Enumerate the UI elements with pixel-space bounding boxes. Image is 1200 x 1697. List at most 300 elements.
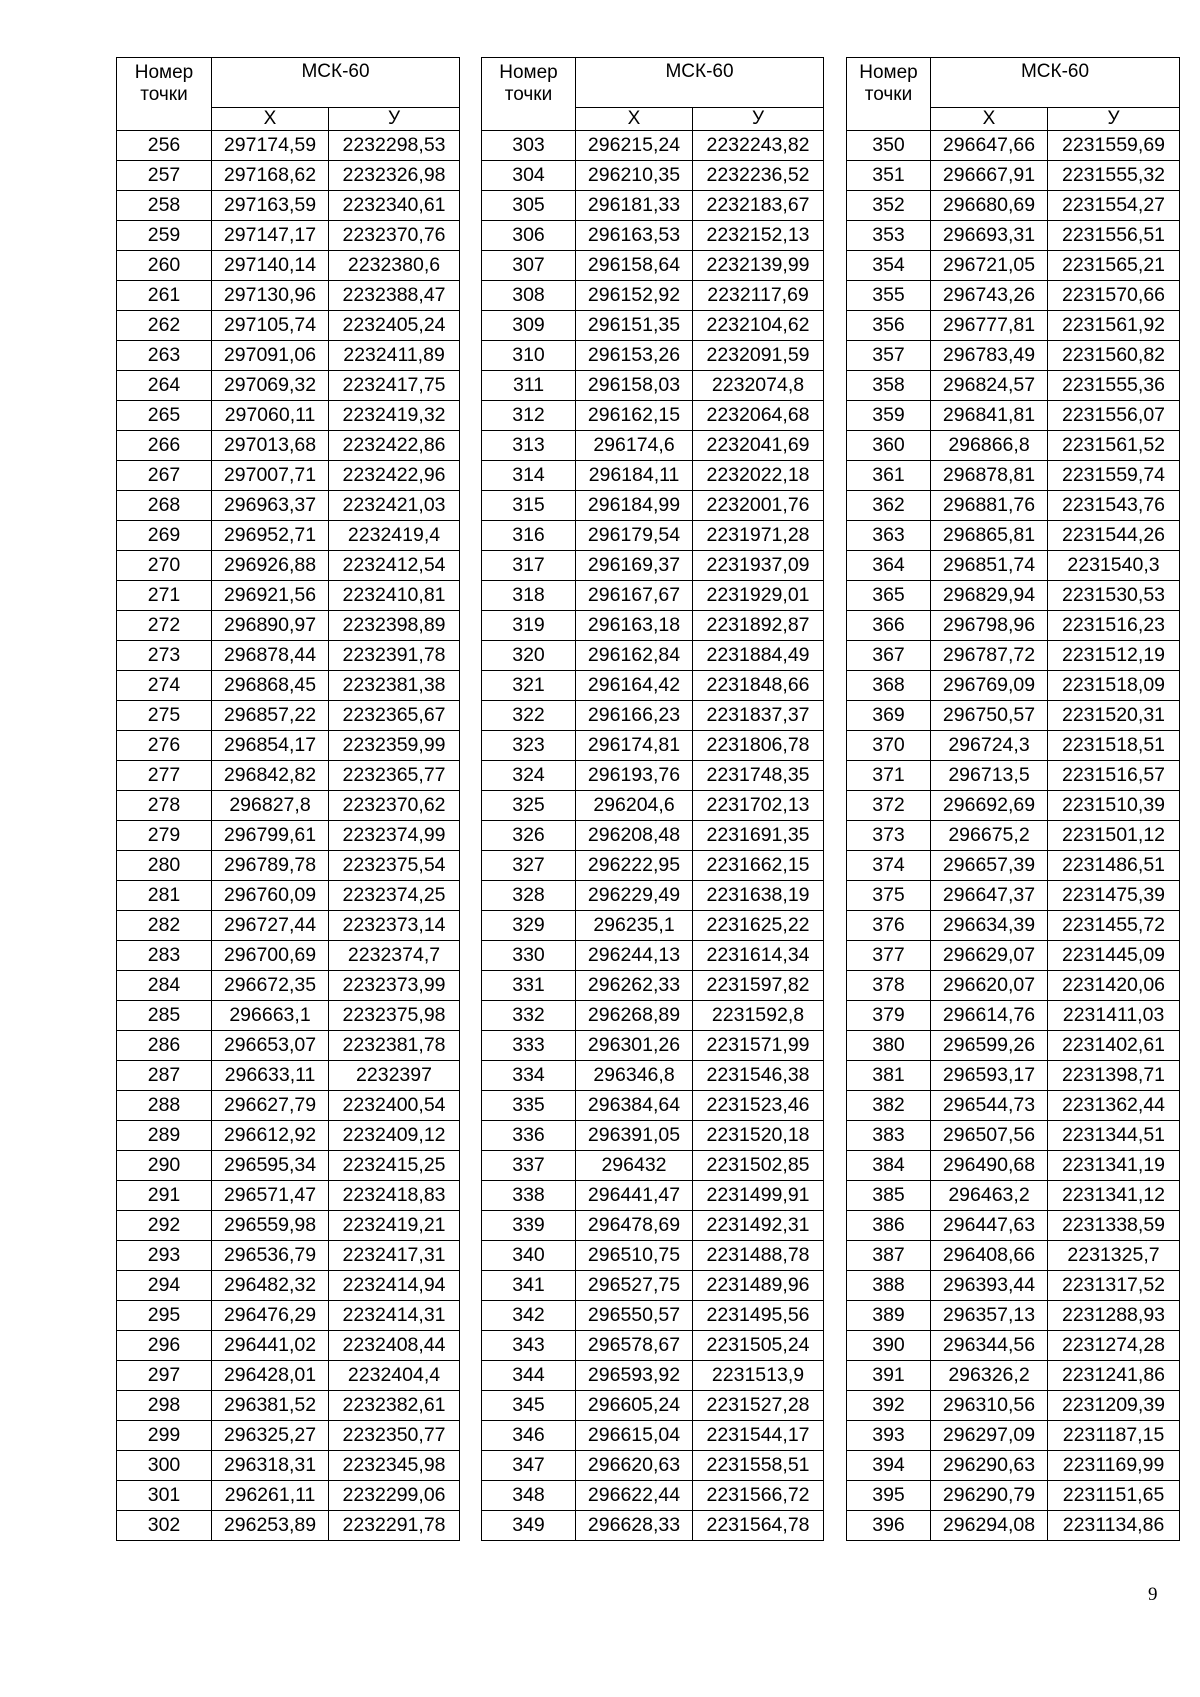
page-number: 9: [1148, 1584, 1158, 1605]
coordinates-table-1: [116, 57, 460, 1541]
table-row: [847, 1181, 1180, 1211]
y-cell: 2232374,99: [329, 821, 460, 851]
x-cell: 296482,32: [212, 1271, 329, 1301]
x-cell: 297130,96: [212, 281, 329, 311]
table-row: [117, 581, 460, 611]
x-cell: 296476,29: [212, 1301, 329, 1331]
y-cell: 2231338,59: [1048, 1211, 1180, 1241]
y-cell: 2231488,78: [693, 1241, 824, 1271]
y-cell: 2232404,4: [329, 1361, 460, 1391]
point-number-cell: 318: [482, 581, 576, 611]
x-cell: 296441,47: [576, 1181, 693, 1211]
table-row: [847, 1031, 1180, 1061]
table-row: [847, 1511, 1180, 1541]
point-number-cell: 258: [117, 191, 212, 221]
coord-system-header: МСК-60: [576, 58, 824, 108]
y-cell: 2231516,57: [1048, 761, 1180, 791]
y-cell: 2232365,77: [329, 761, 460, 791]
table-row: [847, 1361, 1180, 1391]
point-number-cell: 323: [482, 731, 576, 761]
y-cell: 2232400,54: [329, 1091, 460, 1121]
point-number-header-line1: Номер: [134, 62, 194, 83]
y-cell: 2231445,09: [1048, 941, 1180, 971]
x-cell: 296605,24: [576, 1391, 693, 1421]
y-cell: 2232415,25: [329, 1151, 460, 1181]
table-row: [117, 251, 460, 281]
x-cell: 296727,44: [212, 911, 329, 941]
x-cell: 296153,26: [576, 341, 693, 371]
x-cell: 296357,13: [931, 1301, 1048, 1331]
point-number-cell: 380: [847, 1031, 931, 1061]
table-row: [482, 1391, 824, 1421]
table-row: [847, 281, 1180, 311]
table-row: [482, 881, 824, 911]
x-cell: 296318,31: [212, 1451, 329, 1481]
point-number-cell: 270: [117, 551, 212, 581]
table-row: [482, 851, 824, 881]
y-cell: 2231937,09: [693, 551, 824, 581]
point-number-cell: 363: [847, 521, 931, 551]
x-cell: 296612,92: [212, 1121, 329, 1151]
y-cell: 2231638,19: [693, 881, 824, 911]
y-cell: 2232381,38: [329, 671, 460, 701]
y-cell: 2231848,66: [693, 671, 824, 701]
y-cell: 2231691,35: [693, 821, 824, 851]
y-cell: 2231559,69: [1048, 131, 1180, 161]
y-cell: 2231558,51: [693, 1451, 824, 1481]
point-number-cell: 352: [847, 191, 931, 221]
point-number-cell: 393: [847, 1421, 931, 1451]
point-number-cell: 344: [482, 1361, 576, 1391]
y-cell: 2231501,12: [1048, 821, 1180, 851]
x-cell: 297091,06: [212, 341, 329, 371]
point-number-cell: 286: [117, 1031, 212, 1061]
table-row: [482, 1481, 824, 1511]
point-number-cell: 366: [847, 611, 931, 641]
point-number-cell: 298: [117, 1391, 212, 1421]
y-cell: 2231499,91: [693, 1181, 824, 1211]
point-number-cell: 379: [847, 1001, 931, 1031]
point-number-cell: 345: [482, 1391, 576, 1421]
table-row: [482, 671, 824, 701]
point-number-cell: 394: [847, 1451, 931, 1481]
table-row: [117, 1001, 460, 1031]
y-cell: 2231837,37: [693, 701, 824, 731]
point-number-cell: 358: [847, 371, 931, 401]
table-row: [117, 431, 460, 461]
y-cell: 2231344,51: [1048, 1121, 1180, 1151]
point-number-cell: 288: [117, 1091, 212, 1121]
y-cell: 2231597,82: [693, 971, 824, 1001]
table-row: [117, 761, 460, 791]
x-cell: 297168,62: [212, 161, 329, 191]
table-row: [482, 641, 824, 671]
x-cell: 296297,09: [931, 1421, 1048, 1451]
x-column-header: Х: [931, 108, 1048, 131]
x-cell: 296667,91: [931, 161, 1048, 191]
table-row: [117, 1271, 460, 1301]
y-cell: 2231495,56: [693, 1301, 824, 1331]
y-cell: 2231151,65: [1048, 1481, 1180, 1511]
table-row: [482, 1271, 824, 1301]
table-row: [482, 521, 824, 551]
point-number-header-line2: точки: [504, 84, 553, 105]
table-row: [482, 1121, 824, 1151]
x-cell: 296829,94: [931, 581, 1048, 611]
table-row: [847, 401, 1180, 431]
table-row: [117, 1421, 460, 1451]
point-number-cell: 360: [847, 431, 931, 461]
table-row: [847, 191, 1180, 221]
point-number-cell: 335: [482, 1091, 576, 1121]
point-number-cell: 293: [117, 1241, 212, 1271]
table-row: [847, 1121, 1180, 1151]
y-cell: 2232074,8: [693, 371, 824, 401]
y-cell: 2232091,59: [693, 341, 824, 371]
point-number-cell: 382: [847, 1091, 931, 1121]
point-number-cell: 311: [482, 371, 576, 401]
y-cell: 2232421,03: [329, 491, 460, 521]
y-cell: 2231556,51: [1048, 221, 1180, 251]
x-cell: 296432: [576, 1151, 693, 1181]
table-row: [482, 701, 824, 731]
x-cell: 296391,05: [576, 1121, 693, 1151]
table-row: [847, 671, 1180, 701]
point-number-cell: 386: [847, 1211, 931, 1241]
y-cell: 2231492,31: [693, 1211, 824, 1241]
y-cell: 2232064,68: [693, 401, 824, 431]
point-number-cell: 266: [117, 431, 212, 461]
x-cell: 296478,69: [576, 1211, 693, 1241]
point-number-cell: 336: [482, 1121, 576, 1151]
point-number-cell: 282: [117, 911, 212, 941]
table-row: [482, 1361, 824, 1391]
point-number-cell: 287: [117, 1061, 212, 1091]
x-cell: 296262,33: [576, 971, 693, 1001]
point-number-cell: 291: [117, 1181, 212, 1211]
table-row: [847, 911, 1180, 941]
x-cell: 296777,81: [931, 311, 1048, 341]
x-cell: 296384,64: [576, 1091, 693, 1121]
y-cell: 2231362,44: [1048, 1091, 1180, 1121]
point-number-header-line2: точки: [864, 84, 913, 105]
y-cell: 2231486,51: [1048, 851, 1180, 881]
x-cell: 296675,2: [931, 821, 1048, 851]
y-cell: 2232374,7: [329, 941, 460, 971]
x-cell: 296680,69: [931, 191, 1048, 221]
y-cell: 2231520,18: [693, 1121, 824, 1151]
x-cell: 296507,56: [931, 1121, 1048, 1151]
point-number-cell: 276: [117, 731, 212, 761]
x-cell: 297140,14: [212, 251, 329, 281]
point-number-cell: 260: [117, 251, 212, 281]
point-number-cell: 354: [847, 251, 931, 281]
table-row: [482, 431, 824, 461]
table-row: [117, 611, 460, 641]
point-number-cell: 316: [482, 521, 576, 551]
y-cell: 2232381,78: [329, 1031, 460, 1061]
y-cell: 2231929,01: [693, 581, 824, 611]
x-cell: 296769,09: [931, 671, 1048, 701]
table-row: [482, 401, 824, 431]
y-cell: 2232370,62: [329, 791, 460, 821]
y-cell: 2232409,12: [329, 1121, 460, 1151]
y-column-header: У: [693, 108, 824, 131]
x-cell: 296854,17: [212, 731, 329, 761]
x-cell: 296593,17: [931, 1061, 1048, 1091]
table-row: [117, 461, 460, 491]
y-cell: 2232408,44: [329, 1331, 460, 1361]
point-number-cell: 268: [117, 491, 212, 521]
point-number-cell: 312: [482, 401, 576, 431]
table-row: [847, 521, 1180, 551]
table-row: [847, 581, 1180, 611]
point-number-cell: 295: [117, 1301, 212, 1331]
table-row: [482, 191, 824, 221]
table-row: [482, 491, 824, 521]
point-number-cell: 346: [482, 1421, 576, 1451]
table-row: [847, 1271, 1180, 1301]
point-number-cell: 362: [847, 491, 931, 521]
point-number-cell: 369: [847, 701, 931, 731]
table-row: [482, 581, 824, 611]
table-row: [847, 341, 1180, 371]
y-cell: 2232414,94: [329, 1271, 460, 1301]
point-number-cell: 289: [117, 1121, 212, 1151]
coordinates-table-3: [846, 57, 1180, 1541]
point-number-cell: 364: [847, 551, 931, 581]
y-cell: 2231455,72: [1048, 911, 1180, 941]
y-cell: 2231530,53: [1048, 581, 1180, 611]
y-cell: 2232022,18: [693, 461, 824, 491]
x-cell: 296253,89: [212, 1511, 329, 1541]
x-cell: 296620,07: [931, 971, 1048, 1001]
x-cell: 296629,07: [931, 941, 1048, 971]
table-row: [847, 1211, 1180, 1241]
point-number-cell: 313: [482, 431, 576, 461]
point-number-header: [847, 58, 931, 131]
point-number-cell: 290: [117, 1151, 212, 1181]
point-number-cell: 387: [847, 1241, 931, 1271]
point-number-cell: 348: [482, 1481, 576, 1511]
point-number-header: [482, 58, 576, 131]
y-cell: 2231884,49: [693, 641, 824, 671]
table-row: [847, 821, 1180, 851]
y-cell: 2232422,96: [329, 461, 460, 491]
x-cell: 296326,2: [931, 1361, 1048, 1391]
table-row: [117, 371, 460, 401]
table-row: [482, 341, 824, 371]
x-cell: 297105,74: [212, 311, 329, 341]
y-cell: 2232412,54: [329, 551, 460, 581]
table-row: [482, 1031, 824, 1061]
y-cell: 2231288,93: [1048, 1301, 1180, 1331]
point-number-header: [117, 58, 212, 131]
y-cell: 2231513,9: [693, 1361, 824, 1391]
x-cell: 296743,26: [931, 281, 1048, 311]
x-cell: 296463,2: [931, 1181, 1048, 1211]
point-number-cell: 334: [482, 1061, 576, 1091]
point-number-cell: 391: [847, 1361, 931, 1391]
x-cell: 296222,95: [576, 851, 693, 881]
x-cell: 296657,39: [931, 851, 1048, 881]
point-number-cell: 376: [847, 911, 931, 941]
table-row: [847, 611, 1180, 641]
x-cell: 296169,37: [576, 551, 693, 581]
point-number-cell: 343: [482, 1331, 576, 1361]
table-row: [482, 941, 824, 971]
x-cell: 296174,81: [576, 731, 693, 761]
y-cell: 2232373,99: [329, 971, 460, 1001]
x-cell: 296878,81: [931, 461, 1048, 491]
y-cell: 2231625,22: [693, 911, 824, 941]
x-cell: 296550,57: [576, 1301, 693, 1331]
x-cell: 296921,56: [212, 581, 329, 611]
point-number-cell: 267: [117, 461, 212, 491]
point-number-cell: 375: [847, 881, 931, 911]
point-number-cell: 304: [482, 161, 576, 191]
point-number-cell: 296: [117, 1331, 212, 1361]
y-cell: 2232243,82: [693, 131, 824, 161]
point-number-cell: 370: [847, 731, 931, 761]
table-row: [847, 761, 1180, 791]
y-cell: 2231325,7: [1048, 1241, 1180, 1271]
x-cell: 296627,79: [212, 1091, 329, 1121]
point-number-cell: 350: [847, 131, 931, 161]
y-cell: 2231561,92: [1048, 311, 1180, 341]
x-cell: 296824,57: [931, 371, 1048, 401]
y-cell: 2231510,39: [1048, 791, 1180, 821]
y-cell: 2231565,21: [1048, 251, 1180, 281]
y-cell: 2232340,61: [329, 191, 460, 221]
point-number-cell: 338: [482, 1181, 576, 1211]
y-cell: 2231662,15: [693, 851, 824, 881]
table-row: [847, 1241, 1180, 1271]
x-cell: 296408,66: [931, 1241, 1048, 1271]
table-row: [847, 311, 1180, 341]
x-cell: 296490,68: [931, 1151, 1048, 1181]
x-cell: 296163,18: [576, 611, 693, 641]
table-row: [847, 881, 1180, 911]
x-cell: 296881,76: [931, 491, 1048, 521]
y-cell: 2232139,99: [693, 251, 824, 281]
point-number-cell: 315: [482, 491, 576, 521]
point-number-cell: 320: [482, 641, 576, 671]
x-cell: 296760,09: [212, 881, 329, 911]
x-cell: 296344,56: [931, 1331, 1048, 1361]
table-row: [847, 1331, 1180, 1361]
x-cell: 296672,35: [212, 971, 329, 1001]
point-number-cell: 390: [847, 1331, 931, 1361]
x-cell: 297147,17: [212, 221, 329, 251]
y-cell: 2231702,13: [693, 791, 824, 821]
x-cell: 296890,97: [212, 611, 329, 641]
table-row: [117, 221, 460, 251]
point-number-cell: 259: [117, 221, 212, 251]
y-cell: 2232397: [329, 1061, 460, 1091]
point-number-cell: 281: [117, 881, 212, 911]
x-cell: 296381,52: [212, 1391, 329, 1421]
x-cell: 296750,57: [931, 701, 1048, 731]
y-cell: 2231564,78: [693, 1511, 824, 1541]
y-cell: 2232373,14: [329, 911, 460, 941]
point-number-cell: 384: [847, 1151, 931, 1181]
x-cell: 296181,33: [576, 191, 693, 221]
table-row: [117, 161, 460, 191]
table-row: [482, 371, 824, 401]
table-row: [847, 851, 1180, 881]
y-cell: 2232359,99: [329, 731, 460, 761]
x-cell: 296447,63: [931, 1211, 1048, 1241]
x-cell: 296634,39: [931, 911, 1048, 941]
point-number-cell: 257: [117, 161, 212, 191]
table-row: [482, 251, 824, 281]
table-row: [847, 1151, 1180, 1181]
table-row: [117, 341, 460, 371]
y-cell: 2232104,62: [693, 311, 824, 341]
point-number-header-line1: Номер: [499, 62, 558, 83]
point-number-cell: 381: [847, 1061, 931, 1091]
x-cell: 296294,08: [931, 1511, 1048, 1541]
x-cell: 297060,11: [212, 401, 329, 431]
x-cell: 296713,5: [931, 761, 1048, 791]
table-row: [117, 1121, 460, 1151]
x-cell: 296842,82: [212, 761, 329, 791]
point-number-cell: 292: [117, 1211, 212, 1241]
x-cell: 296700,69: [212, 941, 329, 971]
point-number-cell: 285: [117, 1001, 212, 1031]
table-body: [117, 131, 460, 1541]
x-column-header: Х: [576, 108, 693, 131]
y-cell: 2232370,76: [329, 221, 460, 251]
x-cell: 296167,67: [576, 581, 693, 611]
table-row: [847, 221, 1180, 251]
point-number-cell: 383: [847, 1121, 931, 1151]
y-cell: 2231520,31: [1048, 701, 1180, 731]
point-number-cell: 361: [847, 461, 931, 491]
y-cell: 2231169,99: [1048, 1451, 1180, 1481]
point-number-cell: 274: [117, 671, 212, 701]
table-row: [117, 1361, 460, 1391]
table-row: [117, 491, 460, 521]
point-number-cell: 378: [847, 971, 931, 1001]
table-row: [482, 1001, 824, 1031]
point-number-cell: 349: [482, 1511, 576, 1541]
table-row: [117, 1181, 460, 1211]
x-cell: 296593,92: [576, 1361, 693, 1391]
y-cell: 2232374,25: [329, 881, 460, 911]
point-number-cell: 367: [847, 641, 931, 671]
point-number-cell: 321: [482, 671, 576, 701]
y-cell: 2231527,28: [693, 1391, 824, 1421]
point-number-cell: 301: [117, 1481, 212, 1511]
x-cell: 296290,63: [931, 1451, 1048, 1481]
y-cell: 2231592,8: [693, 1001, 824, 1031]
y-cell: 2232365,67: [329, 701, 460, 731]
table-row: [847, 251, 1180, 281]
coordinates-table-2: [481, 57, 824, 1541]
table-row: [482, 1451, 824, 1481]
point-number-cell: 385: [847, 1181, 931, 1211]
point-number-cell: 277: [117, 761, 212, 791]
table-row: [482, 1061, 824, 1091]
point-number-cell: 307: [482, 251, 576, 281]
y-cell: 2231806,78: [693, 731, 824, 761]
point-number-cell: 365: [847, 581, 931, 611]
y-cell: 2231512,19: [1048, 641, 1180, 671]
x-cell: 296152,92: [576, 281, 693, 311]
y-cell: 2231559,74: [1048, 461, 1180, 491]
